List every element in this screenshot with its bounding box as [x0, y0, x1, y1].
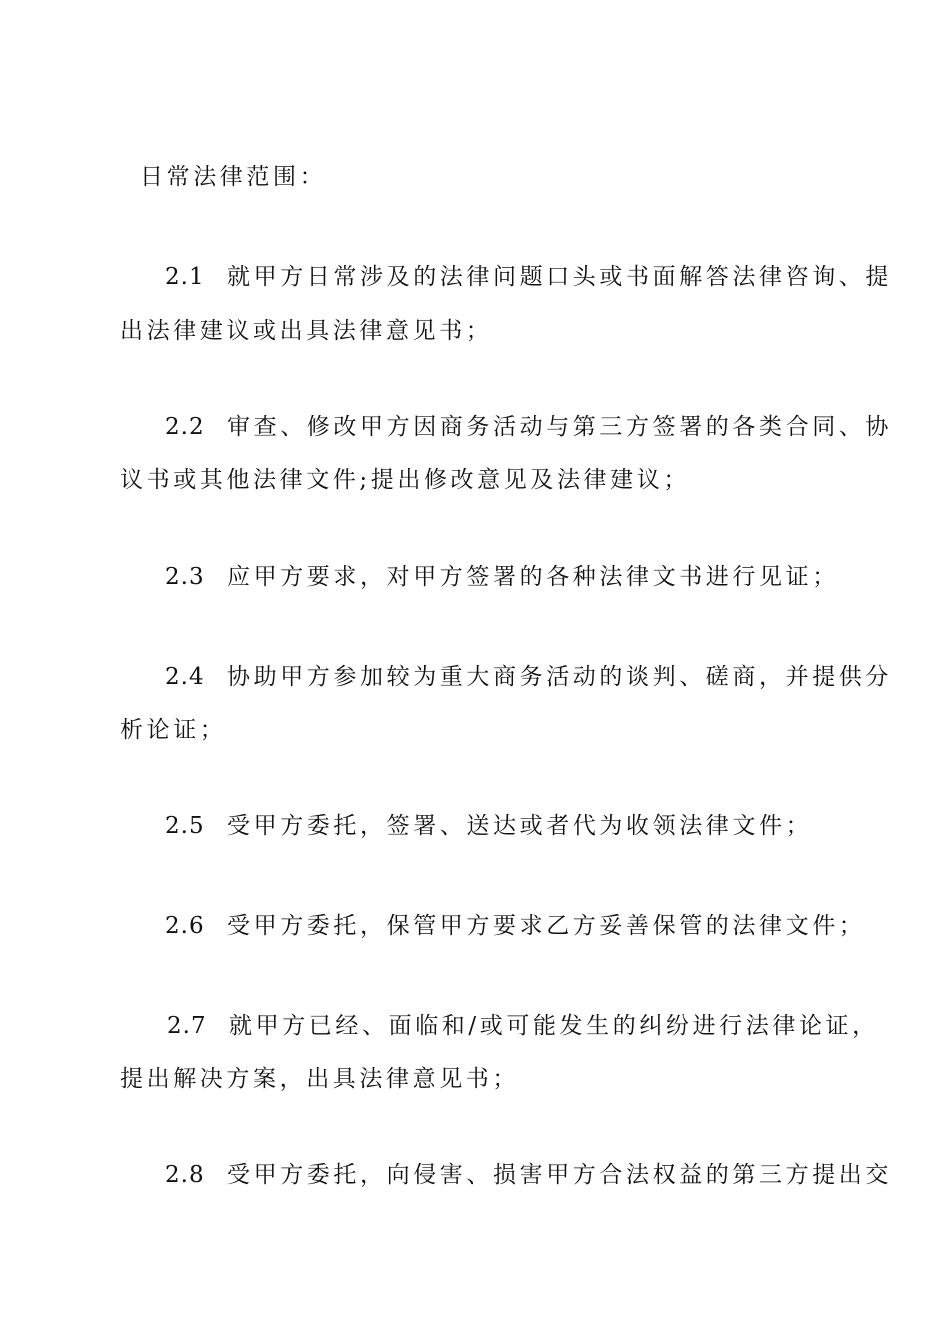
clause-2-3-line	[165, 562, 839, 592]
clause-number: 2.2	[165, 414, 205, 440]
clause-2-2-first-line	[165, 412, 892, 442]
clause-2-4-first-line	[165, 662, 892, 692]
clause-number: 2.4	[165, 664, 205, 690]
clause-2-7-first-line	[167, 1011, 879, 1041]
clause-text: 受甲方委托，签署、送达或者代为收领法律文件；	[227, 813, 813, 839]
clause-text: 就甲方已经、面临和/或可能发生的纠纷进行法律论证，	[229, 1013, 879, 1039]
clause-2-7-second-line: 提出解决方案，出具法律意见书；	[120, 1066, 519, 1092]
clause-2-8-first-line	[165, 1160, 892, 1190]
clause-text: 就甲方日常涉及的法律问题口头或书面解答法律咨询、提	[227, 264, 892, 290]
section-heading: 日常法律范围：	[140, 164, 327, 190]
clause-2-1-second-line: 出法律建议或出具法律意见书；	[120, 318, 493, 344]
clause-number: 2.5	[165, 813, 205, 839]
clause-number: 2.7	[167, 1013, 207, 1039]
clause-text: 应甲方要求，对甲方签署的各种法律文书进行见证；	[227, 564, 839, 590]
clause-number: 2.6	[165, 913, 205, 939]
clause-2-1-first-line	[165, 262, 892, 292]
clause-2-2-second-line: 议书或其他法律文件;提出修改意见及法律建议；	[120, 467, 690, 493]
clause-text: 受甲方委托，向侵害、损害甲方合法权益的第三方提出交	[227, 1162, 892, 1188]
clause-2-4-second-line: 析论证；	[120, 717, 227, 743]
clause-number: 2.3	[165, 564, 205, 590]
clause-2-5-line	[165, 811, 812, 841]
clause-number: 2.8	[165, 1162, 205, 1188]
clause-2-6-line	[165, 911, 865, 941]
clause-text: 审查、修改甲方因商务活动与第三方签署的各类合同、协	[227, 414, 892, 440]
clause-text: 受甲方委托，保管甲方要求乙方妥善保管的法律文件；	[227, 913, 866, 939]
clause-number: 2.1	[165, 264, 205, 290]
clause-text: 协助甲方参加较为重大商务活动的谈判、磋商，并提供分	[227, 664, 892, 690]
